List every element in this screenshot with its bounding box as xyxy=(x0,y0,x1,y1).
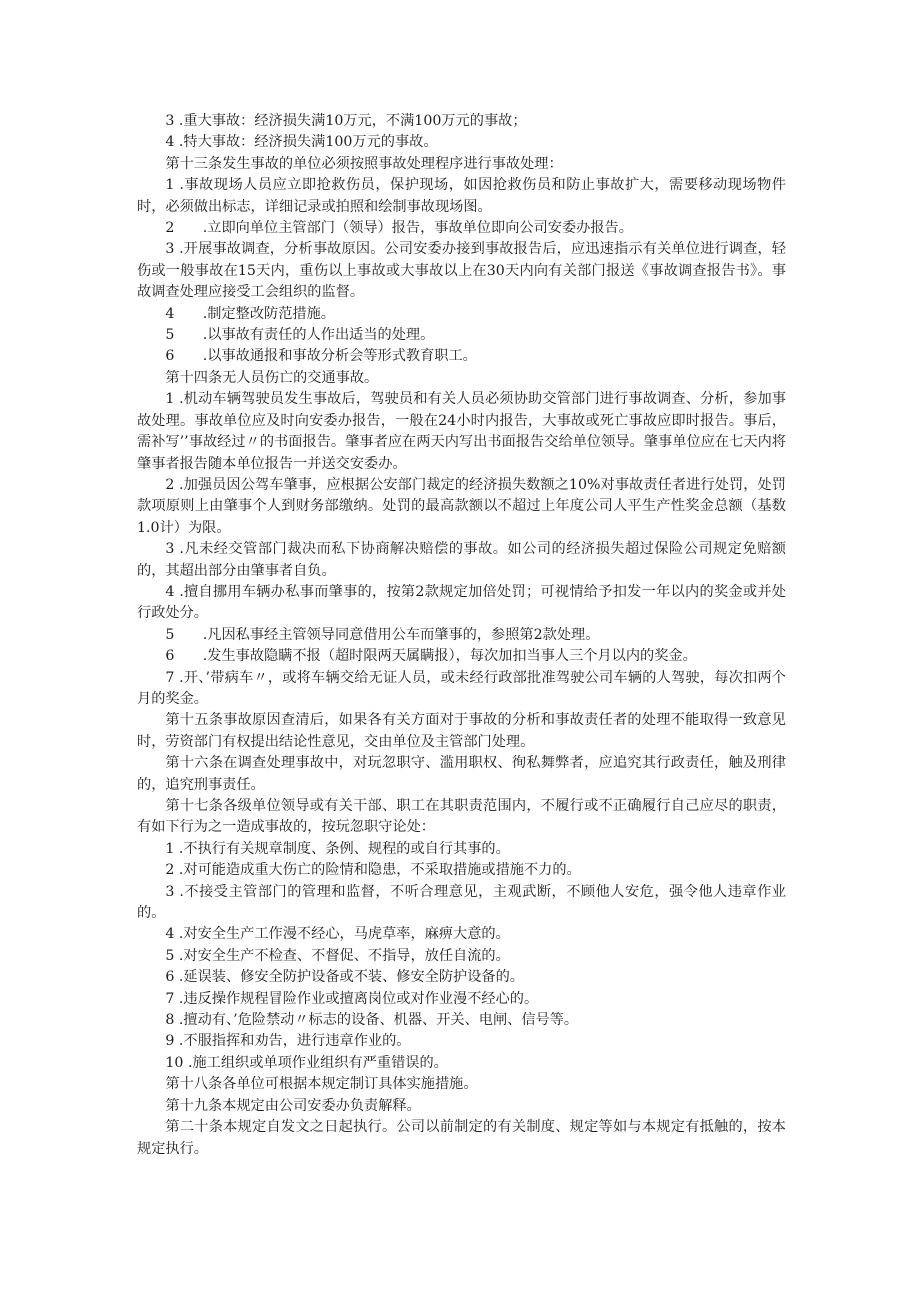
article-17-item-7: 7 .违反操作规程冒险作业或擅离岗位或对作业漫不经心的。 xyxy=(165,990,539,1007)
article-13-item-4: 4 .制定整改防范措施。 xyxy=(165,305,335,322)
article-17-item-1: 1 .不执行有关规章制度、条例、规程的或自行其事的。 xyxy=(165,840,510,857)
article-19: 第十九条本规定由公司安委办负责解释。 xyxy=(165,1097,421,1114)
article-17-item-5: 5 .对安全生产不检查、不督促、不指导，放任自流的。 xyxy=(165,947,510,964)
article-13-item-5: 5 .以事故有责任的人作出适当的处理。 xyxy=(165,327,435,344)
article-13-heading: 第十三条发生事故的单位必须按照事故处理程序进行事故处理： xyxy=(165,155,563,172)
article-16: 第十六条在调查处理事故中，对玩忽职守、滥用职权、徇私舞弊者，应追究其行政责任，触及刑律的，追究刑事责任。 xyxy=(137,755,786,793)
article-13-item-6: 6 .以事故通报和事故分析会等形式教育职工。 xyxy=(165,348,477,365)
article-14-item-6: 6 .发生事故隐瞒不报（超时限两天属瞒报），每次加扣当事人三个月以内的奖金。 xyxy=(165,648,697,665)
article-17-item-3: 3 .不接受主管部门的管理和监督，不听合理意见，主观武断，不顾他人安危，强令他人违章作业的。 xyxy=(137,883,786,922)
article-18: 第十八条各单位可根据本规定制订具体实施措施。 xyxy=(165,1076,478,1093)
article-14-item-3: 3 .凡未经交管部门裁决而私下协商解决赔偿的事故。如公司的经济损失超过保险公司规定免赔额的，其超出部分由肇事者自负。 xyxy=(137,541,786,579)
paragraph-item-3-major-accident: 3 .重大事故：经济损失满10万元，不满100万元的事故； xyxy=(165,113,527,129)
article-17-item-6: 6 .延误装、修安全防护设备或不装、修安全防护设备的。 xyxy=(165,969,524,986)
article-14-item-2: 2 .加强员因公驾车肇事，应根据公安部门裁定的经济损失数额之10%对事故责任者进行处罚，处罚款项原则上由肇事个人到财务部缴纳。处罚的最高款额以不超过上年度公司人平生产性奖金总额（基数1.0计）为限。 xyxy=(137,476,786,536)
article-17-item-10: 10 .施工组织或单项作业组织有严重错误的。 xyxy=(165,1054,448,1071)
document-body xyxy=(137,111,786,1160)
article-13-item-3: 3 .开展事故调查，分析事故原因。公司安委办接到事故报告后，应迅速指示有关单位进行调查，轻伤或一般事故在15天内，重伤以上事故或大事故以上在30天内向有关部门报送《事故调查报告书》。事故调查处理应接受工会组织的监督。 xyxy=(137,241,786,301)
article-14-item-1: 1 .机动车辆驾驶员发生事故后，驾驶员和有关人员必须协助交管部门进行事故调查、分析，参加事故处理。事故单位应及时向安委办报告，一般在24小时内报告，大事故或死亡事故应即时报告。事后，需补写’’事故经过〃的书面报告。肇事者应在两天内写出书面报告交给单位领导。肇事单位应在七天内将肇事者报告随本单位报告一并送交安委办。 xyxy=(137,391,786,472)
article-20: 第二十条本规定自发文之日起执行。公司以前制定的有关制度、规定等如与本规定有抵触的，按本规定执行。 xyxy=(137,1119,786,1157)
article-14-item-7: 7 .开、’带病车〃，或将车辆交给无证人员，或未经行政部批准驾驶公司车辆的人驾驶，每次扣两个月的奖金。 xyxy=(137,669,786,707)
article-17-heading: 第十七条各级单位领导或有关干部、职工在其职责范围内，不履行或不正确履行自己应尽的职责，有如下行为之一造成事故的，按玩忽职守论处： xyxy=(137,798,786,836)
article-17-item-9: 9 .不服指挥和劝告，进行违章作业的。 xyxy=(165,1033,411,1050)
article-17-item-2: 2 .对可能造成重大伤亡的险情和隐患，不采取措施或措施不力的。 xyxy=(165,862,581,879)
article-14-heading: 第十四条无人员伤亡的交通事故。 xyxy=(165,369,379,386)
article-13-item-2: 2 .立即向单位主管部门（领导）报告，事故单位即向公司安委办报告。 xyxy=(165,220,633,237)
article-13-item-1: 1 .事故现场人员应立即抢救伤员，保护现场，如因抢救伤员和防止事故扩大，需要移动现场物件时，必须做出标志，详细记录或拍照和绘制事故现场图。 xyxy=(137,177,786,215)
article-14-item-4: 4 .擅自挪用车辆办私事而肇事的，按第2款规定加倍处罚；可视情给予扣发一年以内的奖金或并处行政处分。 xyxy=(137,583,786,622)
article-17-item-8: 8 .擅动有、’危险禁动〃标志的设备、机器、开关、电闸、信号等。 xyxy=(165,1012,579,1029)
paragraph-item-4-serious-accident: 4 .特大事故：经济损失满100万元的事故。 xyxy=(165,134,438,151)
article-17-item-4: 4 .对安全生产工作漫不经心，马虎草率，麻痹大意的。 xyxy=(165,926,510,943)
article-14-item-5: 5 .凡因私事经主管领导同意借用公车而肇事的，参照第2款处理。 xyxy=(165,626,600,643)
article-15: 第十五条事故原因查清后，如果各有关方面对于事故的分析和事故责任者的处理不能取得一致意见时，劳资部门有权提出结论性意见，交由单位及主管部门处理。 xyxy=(137,712,786,750)
